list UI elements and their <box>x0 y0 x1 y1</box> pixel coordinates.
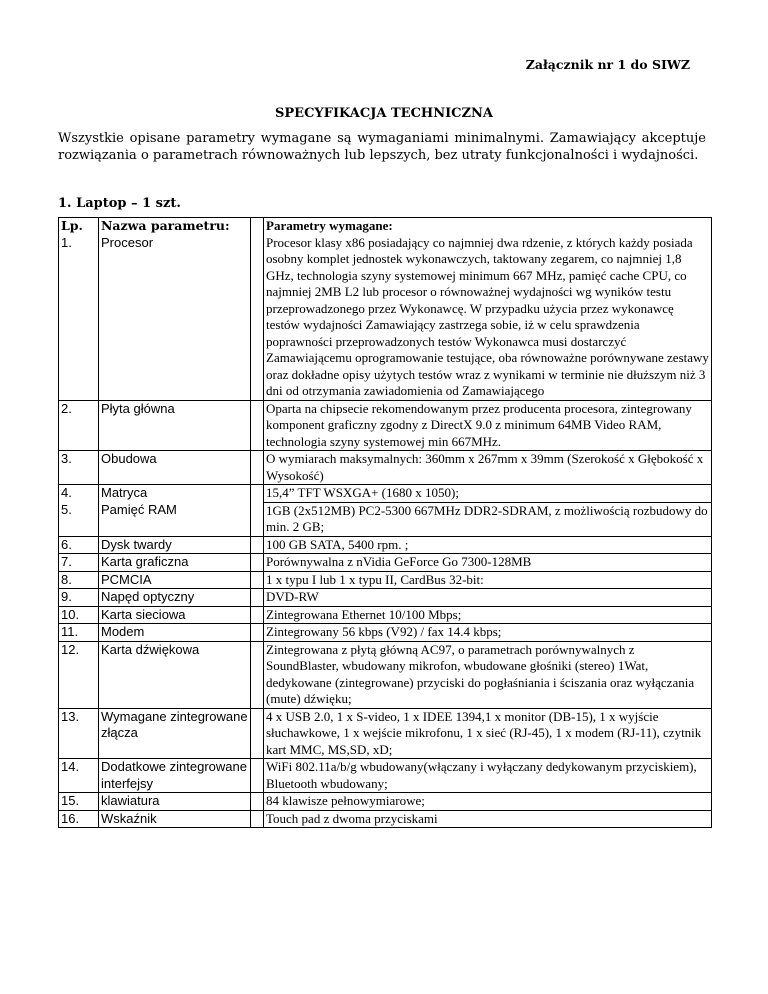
row-value: 84 klawisze pełnowymiarowe; <box>264 793 712 811</box>
row-lp: 1. <box>59 235 99 401</box>
table-row <box>59 810 712 828</box>
row-lp: 16. <box>59 810 99 828</box>
row-lp: 7. <box>59 554 99 572</box>
table-row <box>59 606 712 624</box>
row-name: PCMCIA <box>99 571 251 589</box>
row-value: Procesor klasy x86 posiadający co najmniej dwa rdzenie, z których każdy posiada osobny komplet jednostek wykonawczych, taktowany zegarem, co najmniej 1,8 GHz, technologia szyny systemowej minimum 667 MHz, pamięć cache CPU, co najmniej 2MB L2 lub procesor o równoważnej wydajności wg wyników testu przeprowadzonego przez Wykonawcę. W przypadku użycia przez wykonawcę testów wydajności Zamawiający zastrzega sobie, iż w celu sprawdzenia poprawności przeprowadzonych testów Wykonawca musi dostarczyć Zamawiającemu oprogramowanie testujące, oba równoważne porównywane zestawy oraz dokładne opisy użytych testów wraz z wynikami w terminie nie dłuższym niż 3 dni od otrzymania zawiadomienia od Zamawiającego <box>264 235 712 401</box>
table-header-row <box>59 218 712 235</box>
row-value: Zintegrowana z płytą główną AC97, o parametrach porównywalnych z SoundBlaster, wbudowany mikrofon, wbudowane głośniki (stereo) 1Wat, dedykowane (zintegrowane) przyciski do pogłaśniania i ściszania oraz wyłączania (mute) dźwięku; <box>264 641 712 708</box>
table-row <box>59 235 712 401</box>
row-name: Dodatkowe zintegrowane interfejsy <box>99 759 251 793</box>
table-row <box>59 554 712 572</box>
row-value: 4 x USB 2.0, 1 x S-video, 1 x IDEE 1394,1 x monitor (DB-15), 1 x wyjście słuchawkowe, 1 x wejście mikrofonu, 1 x sieć (RJ-45), 1 x modem (RJ-11), czytnik kart MMC, MS,SD, xD; <box>264 708 712 759</box>
table-row <box>59 589 712 607</box>
row-value: Zintegrowana Ethernet 10/100 Mbps; <box>264 606 712 624</box>
row-value: Oparta na chipsecie rekomendowanym przez producenta procesora, zintegrowany komponent graficzny zgodny z DirectX 9.0 z minimum 64MB Video RAM, technologia szyny systemowej min 667MHz. <box>264 400 712 451</box>
row-value: 15,4” TFT WSXGA+ (1680 x 1050); <box>264 485 712 503</box>
row-lp: 4. <box>59 485 99 503</box>
table-row <box>59 502 712 536</box>
row-name: Wskaźnik <box>99 810 251 828</box>
table-row <box>59 793 712 811</box>
table-row <box>59 759 712 793</box>
row-lp: 12. <box>59 641 99 708</box>
row-name: Płyta główna <box>99 400 251 451</box>
row-lp: 15. <box>59 793 99 811</box>
row-lp: 11. <box>59 624 99 642</box>
row-name: Procesor <box>99 235 251 401</box>
row-value: Zintegrowany 56 kbps (V92) / fax 14.4 kbps; <box>264 624 712 642</box>
table-row <box>59 708 712 759</box>
row-value: O wymiarach maksymalnych: 360mm x 267mm x 39mm (Szerokość x Głębokość x Wysokość) <box>264 451 712 485</box>
row-name: Karta sieciowa <box>99 606 251 624</box>
row-name: Napęd optyczny <box>99 589 251 607</box>
document-title: SPECYFIKACJA TECHNICZNA <box>275 106 493 121</box>
header-name: Nazwa parametru: <box>99 218 251 235</box>
header-lp: Lp. <box>59 218 99 235</box>
row-value: Porównywalna z nVidia GeForce Go 7300-128MB <box>264 554 712 572</box>
row-name: Karta graficzna <box>99 554 251 572</box>
row-lp: 14. <box>59 759 99 793</box>
spec-table <box>58 217 712 828</box>
intro-paragraph: Wszystkie opisane parametry wymagane są wymaganiami minimalnymi. Zamawiający akceptuje rozwiązania o parametrach równoważnych lub lepszych, bez utraty funkcjonalności i wydajności. <box>58 131 706 163</box>
row-lp: 5. <box>59 502 99 536</box>
row-name: Pamięć RAM <box>99 502 251 536</box>
row-name: klawiatura <box>99 793 251 811</box>
row-name: Obudowa <box>99 451 251 485</box>
row-lp: 8. <box>59 571 99 589</box>
header-value: Parametry wymagane: <box>264 218 712 235</box>
table-row <box>59 624 712 642</box>
row-lp: 9. <box>59 589 99 607</box>
row-lp: 13. <box>59 708 99 759</box>
row-lp: 3. <box>59 451 99 485</box>
row-name: Modem <box>99 624 251 642</box>
table-row <box>59 451 712 485</box>
table-row <box>59 571 712 589</box>
annex-label: Załącznik nr 1 do SIWZ <box>525 57 690 72</box>
row-name: Karta dźwiękowa <box>99 641 251 708</box>
table-row <box>59 400 712 451</box>
table-row <box>59 536 712 554</box>
row-value: 1GB (2x512MB) PC2-5300 667MHz DDR2-SDRAM, z możliwością rozbudowy do min. 2 GB; <box>264 502 712 536</box>
row-lp: 2. <box>59 400 99 451</box>
row-name: Wymagane zintegrowane złącza <box>99 708 251 759</box>
row-lp: 6. <box>59 536 99 554</box>
row-name: Matryca <box>99 485 251 503</box>
row-name: Dysk twardy <box>99 536 251 554</box>
section-heading: 1. Laptop – 1 szt. <box>58 196 181 211</box>
row-lp: 10. <box>59 606 99 624</box>
row-value: Touch pad z dwoma przyciskami <box>264 810 712 828</box>
row-value: WiFi 802.11a/b/g wbudowany(włączany i wyłączany dedykowanym przyciskiem), Bluetooth wbudowany; <box>264 759 712 793</box>
row-value: 100 GB SATA, 5400 rpm. ; <box>264 536 712 554</box>
table-row <box>59 485 712 503</box>
row-value: 1 x typu I lub 1 x typu II, CardBus 32-bit: <box>264 571 712 589</box>
row-value: DVD-RW <box>264 589 712 607</box>
table-row <box>59 641 712 708</box>
